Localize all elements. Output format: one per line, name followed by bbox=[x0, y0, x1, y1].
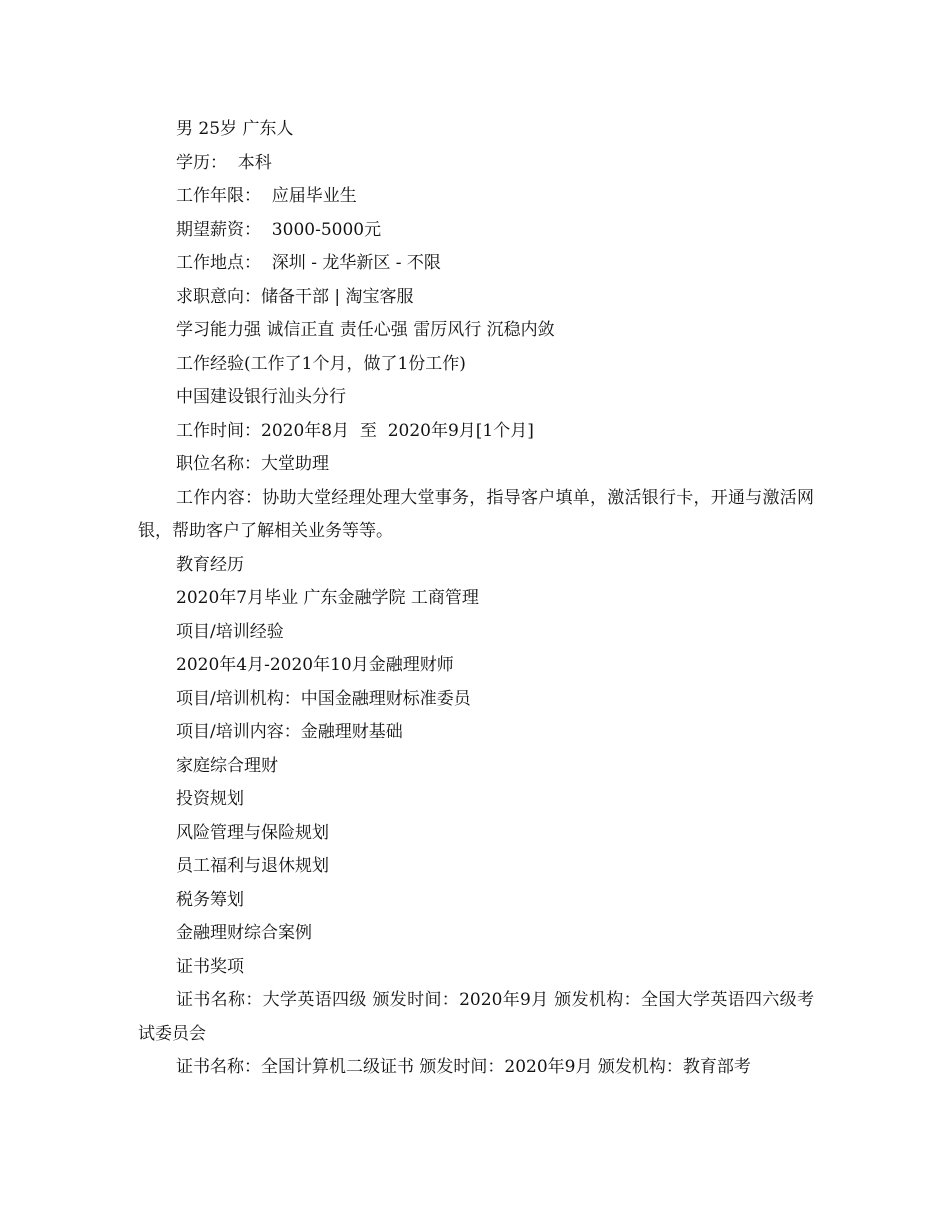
training-topic: 金融理财综合案例 bbox=[176, 923, 312, 943]
work-experience-heading: 工作经验(工作了1个月，做了1份工作) bbox=[176, 353, 466, 374]
education-entry: 2020年7月毕业 广东金融学院 工商管理 bbox=[176, 588, 479, 608]
job-intention: 求职意向：储备干部 | 淘宝客服 bbox=[176, 286, 414, 307]
work-period: 工作时间：2020年8月 至 2020年9月[1个月] bbox=[176, 420, 534, 441]
training-org: 项目/培训机构：中国金融理财标准委员 bbox=[176, 688, 471, 709]
employer-name: 中国建设银行汕头分行 bbox=[176, 387, 346, 407]
expected-salary: 期望薪资： 3000-5000元 bbox=[176, 219, 382, 240]
education-level: 学历： 本科 bbox=[176, 152, 272, 173]
training-topic: 税务筹划 bbox=[176, 889, 244, 910]
work-years: 工作年限： 应届毕业生 bbox=[176, 186, 357, 206]
training-heading: 项目/培训经验 bbox=[176, 621, 284, 642]
training-topic: 员工福利与退休规划 bbox=[176, 856, 329, 876]
resume-body bbox=[138, 113, 814, 1085]
training-period: 2020年4月-2020年10月金融理财师 bbox=[176, 655, 454, 675]
personal-traits: 学习能力强 诚信正直 责任心强 雷厉风行 沉稳内敛 bbox=[176, 320, 555, 340]
certificate-entry: 证书名称：大学英语四级 颁发时间：2020年9月 颁发机构：全国大学英语四六级考试委员会 bbox=[138, 990, 814, 1044]
training-topic: 投资规划 bbox=[176, 789, 244, 809]
education-heading: 教育经历 bbox=[176, 554, 244, 575]
work-location: 工作地点： 深圳 - 龙华新区 - 不限 bbox=[176, 253, 441, 273]
certificates-heading: 证书奖项 bbox=[176, 956, 244, 977]
training-content: 项目/培训内容：金融理财基础 bbox=[176, 722, 403, 742]
job-content: 工作内容：协助大堂经理处理大堂事务，指导客户填单，激活银行卡，开通与激活网银，帮助客户了解相关业务等等。 bbox=[138, 487, 814, 541]
training-topic: 家庭综合理财 bbox=[176, 755, 278, 776]
certificate-entry: 证书名称：全国计算机二级证书 颁发时间：2020年9月 颁发机构：教育部考 bbox=[176, 1057, 751, 1077]
position-title: 职位名称：大堂助理 bbox=[176, 454, 329, 474]
basic-info: 男 25岁 广东人 bbox=[176, 119, 294, 139]
training-topic: 风险管理与保险规划 bbox=[176, 822, 329, 843]
